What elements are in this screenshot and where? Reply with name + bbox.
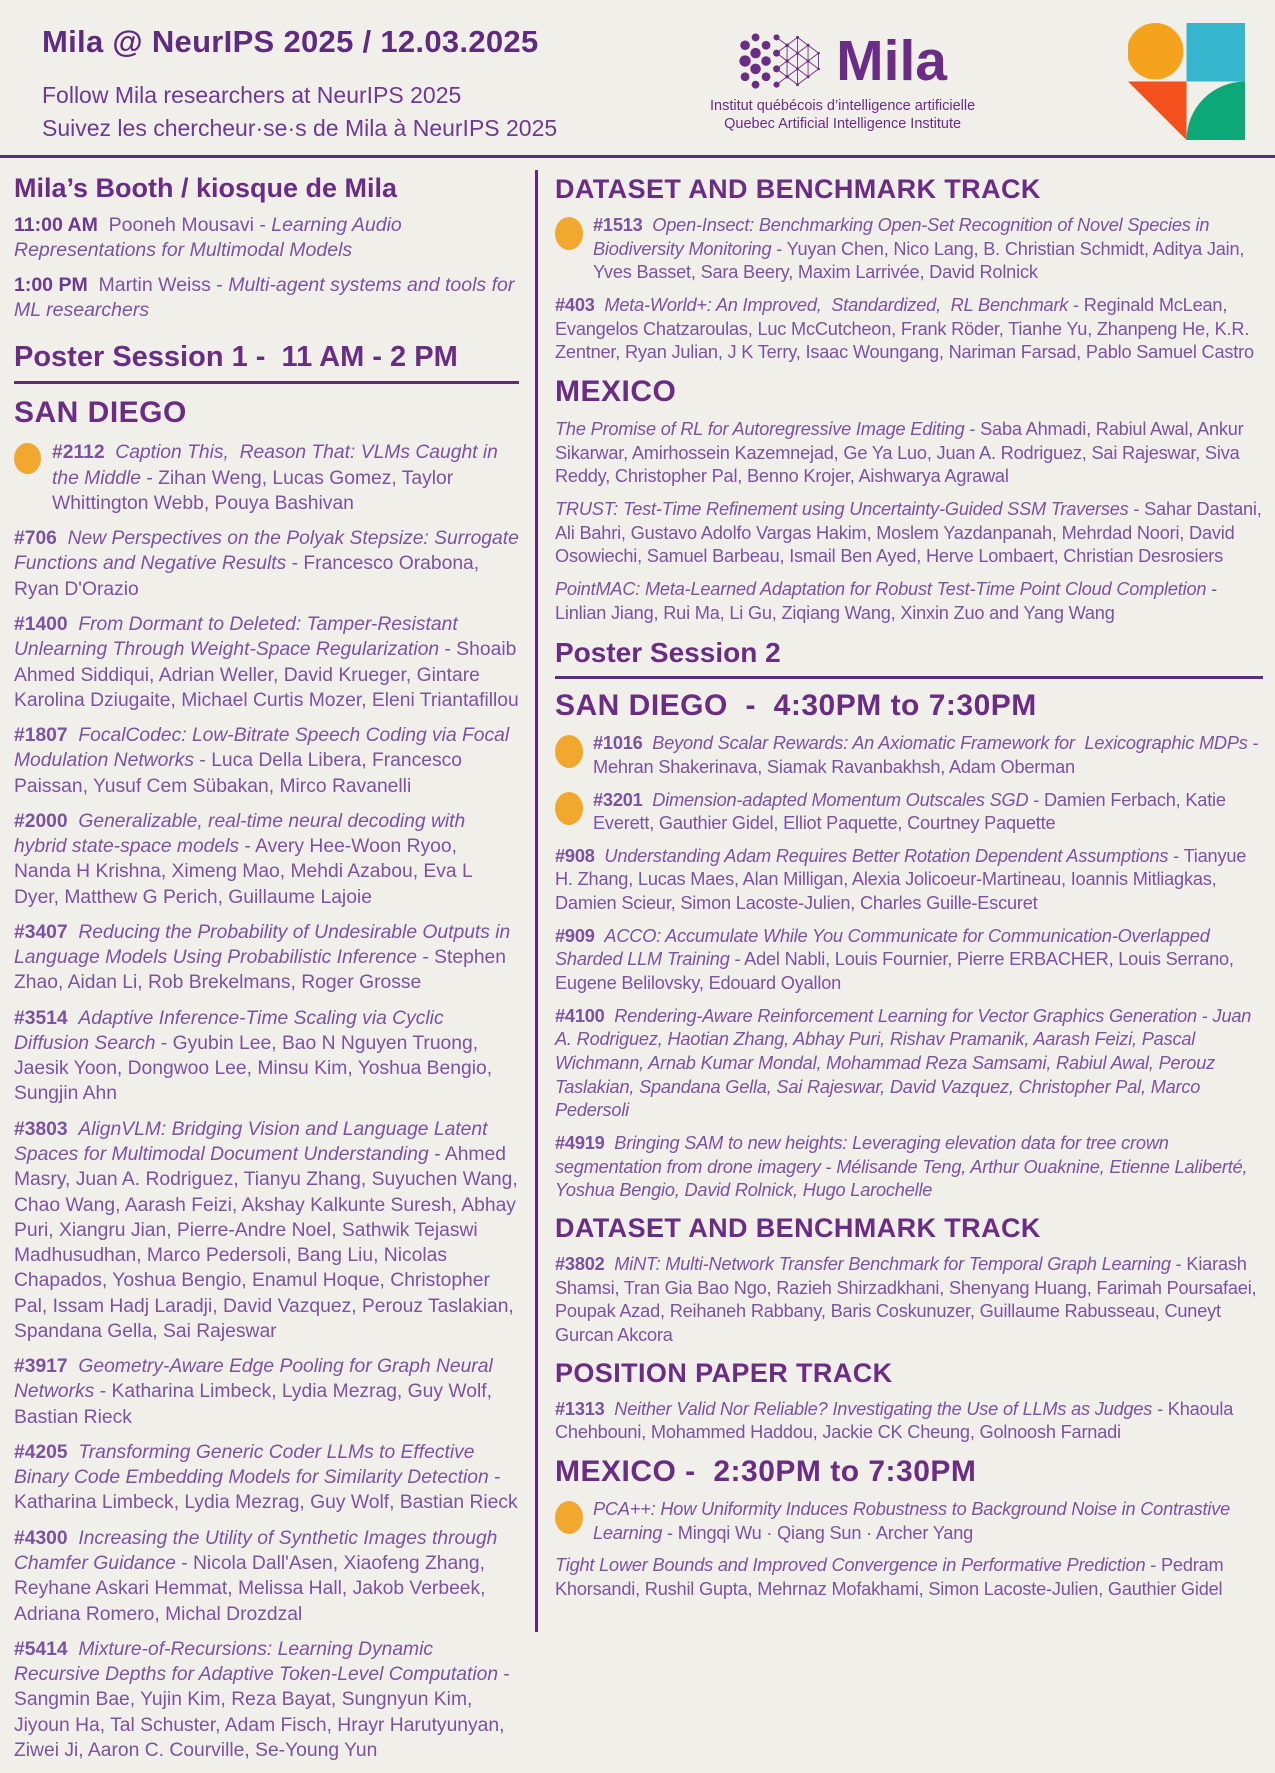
booth-heading: Mila’s Booth / kiosque de Mila: [14, 173, 398, 203]
poster-title: Understanding Adam Requires Better Rotation Dependent Assumptions: [604, 845, 1169, 866]
poster-entry: #706 New Perspectives on the Polyak Stepsize: Surrogate Functions and Negative Results - Francesco Orabona, Ryan D'Orazio: [14, 528, 519, 600]
poster-authors: Juan A. Rodriguez, Haotian Zhang, Abhay Puri, Rishav Pramanik, Aarash Feizi, Pascal Wichmann, Arnab Kumar Mondal, Mohammad Reza Samsami, Rabiul Awal, Perouz Taslakian, Spandana Gella, Sai Rajeswar, David Vazquez, Christopher Pal, Marco Pedersoli: [555, 1005, 1252, 1121]
poster-authors: Avery Hee-Woon Ryoo, Nanda H Krishna, Ximeng Mao, Mehdi Azabou, Eva L Dyer, Matthew G Perich, Guillaume Lajoie: [14, 836, 473, 908]
poster-authors: Francesco Orabona, Ryan D'Orazio: [14, 553, 480, 600]
poster-entry: #5414 Mixture-of-Recursions: Learning Dynamic Recursive Depths for Adaptive Token-Level Computation - Sangmin Bae, Yujin Kim, Reza Bayat, Sungnyun Kim, Jiyoun Ha, Tal Schuster, Adam Fisch, Hrayr Harutyunyan, Ziwei Ji, Aaron C. Courville, Se-Young Yun: [14, 1638, 510, 1761]
poster-authors: Khaoula Chehbouni, Mohammed Haddou, Jackie CK Cheung, Golnoosh Farnadi: [555, 1398, 1234, 1443]
poster-entry: #908 Understanding Adam Requires Better Rotation Dependent Assumptions - Tianyue H. Zhang, Lucas Maes, Alan Milligan, Alexia Jolicoeur-Martineau, Ioannis Mitliagkas, Damien Scieur, Simon Lacoste-Julien, Charles Guille-Escuret: [555, 845, 1247, 914]
page-title: Mila @ NeurIPS 2025 / 12.03.2025: [42, 24, 539, 59]
highlight-dot-icon: [555, 217, 583, 250]
poster-authors: Katharina Limbeck, Lydia Mezrag, Guy Wolf, Bastian Rieck: [14, 1381, 492, 1428]
highlight-dot-icon: [555, 1501, 583, 1534]
poster-entry: PointMAC: Meta-Learned Adaptation for Robust Test-Time Point Cloud Completion - Linlian Jiang, Rui Ma, Li Gu, Ziqiang Wang, Xinxin Zuo and Yang Wang: [555, 578, 1218, 623]
poster-entry: Tight Lower Bounds and Improved Convergence in Performative Prediction - Pedram Khorsandi, Rushil Gupta, Mehrnaz Mofakhami, Simon Lacoste-Julien, Gauthier Gidel: [555, 1555, 1224, 1599]
poster-entry: PCA++: How Uniformity Induces Robustness to Background Noise in Contrastive Learning - Mingqi Wu · Qiang Sun · Archer Yang: [555, 1498, 1263, 1545]
poster-entry: #403 Meta-World+: An Improved, Standardized, RL Benchmark - Reginald McLean, Evangelos Chatzaroulas, Luc McCutcheon, Frank Röder, Tianhe Yu, Zhanpeng He, K.R. Zentner, Ryan Julian, J K Terry, Isaac Woungang, Nariman Farsad, Pablo Samuel Castro: [555, 294, 1254, 363]
poster-authors: Yuyan Chen, Nico Lang, B. Christian Schmidt, Aditya Jain, Yves Basset, Sara Beery, Maxim Larrivée, David Rolnick: [593, 238, 1245, 283]
venue-heading: SAN DIEGO: [14, 396, 187, 430]
poster-authors: Sahar Dastani, Ali Bahri, Gustavo Adolfo Vargas Hakim, Moslem Yazdanpanah, Mehrdad Noori, David Osowiechi, Samuel Barbeau, Ismail Ben Ayed, Herve Lombaert, Christian Desrosiers: [555, 498, 1262, 567]
left-column: [14, 164, 535, 1773]
poster-title: Open-Insect: Benchmarking Open-Set Recognition of Novel Species in Biodiversity Monitoring: [593, 215, 1210, 259]
highlight-dot-icon: [555, 735, 583, 768]
poster-title: Rendering-Aware Reinforcement Learning for Vector Graphics Generation: [614, 1005, 1197, 1026]
poster-entry: #3803 AlignVLM: Bridging Vision and Language Latent Spaces for Multimodal Document Understanding - Ahmed Masry, Juan A. Rodriguez, Tianyu Zhang, Suyuchen Wang, Chao Wang, Aarash Feizi, Akshay Kalkunte Suresh, Abhay Puri, Xiangru Jian, Pierre-Andre Noel, Sathwik Tejaswi Madhusudhan, Marco Pedersoli, Bang Liu, Nicolas Chapados, Yoshua Bengio, Enamul Hoque, Christopher Pal, Issam Hadj Laradji, David Vazquez, Perouz Taslakian, Spandana Gella, Sai Rajeswar: [14, 1118, 518, 1342]
poster-title: AlignVLM: Bridging Vision and Language Latent Spaces for Multimodal Document Understanding: [14, 1118, 488, 1166]
poster-title: Transforming Generic Coder LLMs to Effective Binary Code Embedding Models for Similarity Detection: [14, 1441, 489, 1489]
poster-entry: TRUST: Test-Time Refinement using Uncertainty-Guided SSM Traverses - Sahar Dastani, Ali Bahri, Gustavo Adolfo Vargas Hakim, Moslem Yazdanpanah, Mehrdad Noori, David Osowiechi, Samuel Barbeau, Ismail Ben Ayed, Herve Lombaert, Christian Desrosiers: [555, 498, 1262, 567]
poster-number: #3803: [14, 1118, 68, 1140]
poster-number: #909: [555, 925, 595, 946]
poster-number: #706: [14, 528, 57, 550]
poster-authors: Kiarash Shamsi, Tran Gia Bao Ngo, Razieh Shirzadkhani, Shenyang Huang, Farimah Poursafaei, Poupak Azad, Reihaneh Rabbany, Baris Coskunuzer, Guillaume Rabusseau, Cuneyt Gurcan Akcora: [555, 1254, 1257, 1345]
mila-logo: [710, 18, 975, 134]
event-topic: Learning Audio Representations for Multimodal Models: [14, 214, 402, 262]
event-topic: Multi-agent systems and tools for ML researchers: [14, 273, 515, 322]
highlight-dot-icon: [555, 792, 583, 825]
poster-entry: #1513 Open-Insect: Benchmarking Open-Set Recognition of Novel Species in Biodiversity Monitoring - Yuyan Chen, Nico Lang, B. Christian Schmidt, Aditya Jain, Yves Basset, Sara Beery, Maxim Larrivée, David Rolnick: [555, 214, 1263, 285]
poster-number: #1807: [14, 725, 68, 747]
poster-authors: Linlian Jiang, Rui Ma, Li Gu, Ziqiang Wang, Xinxin Zuo and Yang Wang: [555, 602, 1115, 623]
poster-title: PointMAC: Meta-Learned Adaptation for Robust Test-Time Point Cloud Completion: [555, 578, 1207, 599]
poster-title: MiNT: Multi-Network Transfer Benchmark for Temporal Graph Learning: [614, 1254, 1171, 1274]
mila-tagline-en: Quebec Artificial Intelligence Institute: [724, 116, 962, 132]
venue-heading: MEXICO: [555, 374, 677, 408]
event-time: 1:00 PM: [14, 273, 88, 296]
poster-title: Reducing the Probability of Undesirable Outputs in Language Models Using Probabilistic Inference: [14, 921, 511, 969]
session-heading: Poster Session 1 - 11 AM - 2 PM: [14, 341, 519, 384]
poster-title: Beyond Scalar Rewards: An Axiomatic Framework for Lexicographic MDPs: [652, 733, 1248, 754]
poster-number: #3802: [555, 1254, 605, 1274]
poster-entry: #3407 Reducing the Probability of Undesirable Outputs in Language Models Using Probabilistic Inference - Stephen Zhao, Aidan Li, Rob Brekelmans, Roger Grosse: [14, 921, 511, 994]
poster-title: Caption This, Reason That: VLMs Caught in the Middle: [52, 442, 498, 489]
content-columns: [0, 158, 1275, 1773]
poster-entry: #3514 Adaptive Inference-Time Scaling via Cyclic Diffusion Search - Gyubin Lee, Bao N Nguyen Truong, Jaesik Yoon, Dongwoo Lee, Minsu Kim, Yoshua Bengio, Sungjin Ahn: [14, 1007, 493, 1105]
poster-title: Tight Lower Bounds and Improved Convergence in Performative Prediction: [555, 1555, 1146, 1576]
poster-title: Geometry-Aware Edge Pooling for Graph Neural Networks: [14, 1356, 493, 1403]
poster-authors: Katharina Limbeck, Lydia Mezrag, Guy Wolf, Bastian Rieck: [14, 1492, 518, 1514]
poster-title: Generalizable, real-time neural decoding with hybrid state-space models: [14, 810, 466, 858]
poster-number: #5414: [14, 1638, 68, 1660]
poster-title: ACCO: Accumulate While You Communicate for Communication-Overlapped Sharded LLM Training: [555, 925, 1210, 970]
poster-number: #908: [555, 845, 595, 866]
poster-title: Neither Valid Nor Reliable? Investigating the Use of LLMs as Judges: [614, 1398, 1153, 1419]
poster-authors: Saba Ahmadi, Rabiul Awal, Ankur Sikarwar, Amirhossein Kazemnejad, Ge Ya Luo, Juan A. Rodriguez, Sai Rajeswar, Siva Reddy, Christopher Pal, Benno Krojer, Aishwarya Agrawal: [555, 418, 1244, 487]
header-text: [42, 18, 557, 148]
poster-entry: #4100 Rendering-Aware Reinforcement Learning for Vector Graphics Generation - Juan A. Rodriguez, Haotian Zhang, Abhay Puri, Rishav Pramanik, Aarash Feizi, Pascal Wichmann, Arnab Kumar Mondal, Mohammad Reza Samsami, Rabiul Awal, Perouz Taslakian, Spandana Gella, Sai Rajeswar, David Vazquez, Christopher Pal, Marco Pedersoli: [555, 1005, 1252, 1121]
poster-entry: #1313 Neither Valid Nor Reliable? Investigating the Use of LLMs as Judges - Khaoula Chehbouni, Mohammed Haddou, Jackie CK Cheung, Golnoosh Farnadi: [555, 1398, 1234, 1443]
poster-entry: #2000 Generalizable, real-time neural decoding with hybrid state-space models - Avery Hee-Woon Ryoo, Nanda H Krishna, Ximeng Mao, Mehdi Azabou, Eva L Dyer, Matthew G Perich, Guillaume Lajoie: [14, 810, 473, 908]
event-time: 11:00 AM: [14, 214, 98, 236]
poster-entry: #4300 Increasing the Utility of Synthetic Images through Chamfer Guidance - Nicola Dall'Asen, Xiaofeng Zhang, Reyhane Askari Hemmat, Melissa Hall, Jakob Verbeek, Adriana Romero, Michal Drozdzal: [14, 1527, 498, 1625]
poster-number: #1016: [593, 733, 643, 754]
page-header: [0, 0, 1275, 158]
poster-entry: #1016 Beyond Scalar Rewards: An Axiomatic Framework for Lexicographic MDPs - Mehran Shakerinava, Siamak Ravanbakhsh, Adam Oberman: [555, 732, 1263, 779]
track-heading: DATASET AND BENCHMARK TRACK: [555, 174, 1041, 204]
poster-title: The Promise of RL for Autoregressive Image Editing: [555, 418, 965, 439]
poster-authors: Ahmed Masry, Juan A. Rodriguez, Tianyu Zhang, Suyuchen Wang, Chao Wang, Aarash Feizi, Akshay Kalkunte Suresh, Abhay Puri, Xiangru Jian, Pierre-Andre Noel, Sathwik Tejaswi Madhusudhan, Marco Pedersoli, Bang Liu, Nicolas Chapados, Yoshua Bengio, Enamul Hoque, Christopher Pal, Issam Hadj Laradji, David Vazquez, Perouz Taslakian, Spandana Gella, Sai Rajeswar: [14, 1144, 518, 1342]
poster-authors: Shoaib Ahmed Siddiqui, Adrian Weller, David Krueger, Gintare Karolina Dziugaite, Michael Curtis Mozer, Eleni Triantafillou: [14, 639, 519, 711]
poster-title: From Dormant to Deleted: Tamper-Resistant Unlearning Through Weight-Space Regularization: [14, 613, 458, 661]
poster-number: #2000: [14, 810, 68, 832]
poster-title: Increasing the Utility of Synthetic Images through Chamfer Guidance: [14, 1527, 498, 1574]
poster-entry: #3201 Dimension-adapted Momentum Outscales SGD - Damien Ferbach, Katie Everett, Gauthier Gidel, Elliot Paquette, Courtney Paquette: [555, 789, 1263, 836]
subtitle-fr: Suivez les chercheur·se·s de Mila à NeurIPS 2025: [42, 115, 558, 141]
poster-number: #3514: [14, 1007, 68, 1029]
poster-authors: Tianyue H. Zhang, Lucas Maes, Alan Milligan, Alexia Jolicoeur-Martineau, Ioannis Mitliagkas, Damien Scieur, Simon Lacoste-Julien, Charles Guille-Escuret: [555, 845, 1247, 914]
mila-wordmark: Mila: [836, 28, 948, 93]
track-heading: DATASET AND BENCHMARK TRACK: [555, 1213, 1041, 1243]
highlight-dot-icon: [14, 443, 41, 474]
poster-authors: Luca Della Libera, Francesco Paissan, Yusuf Cem Sübakan, Mirco Ravanelli: [14, 750, 462, 797]
poster-entry: #4205 Transforming Generic Coder LLMs to Effective Binary Code Embedding Models for Similarity Detection - Katharina Limbeck, Lydia Mezrag, Guy Wolf, Bastian Rieck: [14, 1441, 518, 1514]
poster-entry: #3917 Geometry-Aware Edge Pooling for Graph Neural Networks - Katharina Limbeck, Lydia Mezrag, Guy Wolf, Bastian Rieck: [14, 1356, 493, 1428]
poster-entry: #1400 From Dormant to Deleted: Tamper-Resistant Unlearning Through Weight-Space Regularization - Shoaib Ahmed Siddiqui, Adrian Weller, David Krueger, Gintare Karolina Dziugaite, Michael Curtis Mozer, Eleni Triantafillou: [14, 613, 519, 711]
poster-number: #3201: [593, 789, 643, 810]
poster-entry: #4919 Bringing SAM to new heights: Leveraging elevation data for tree crown segmentation from drone imagery - Mélisande Teng, Arthur Ouaknine, Etienne Laliberté, Yoshua Bengio, David Rolnick, Hugo Larochelle: [555, 1133, 1248, 1201]
track-heading: POSITION PAPER TRACK: [555, 1357, 893, 1388]
poster-entry: #909 ACCO: Accumulate While You Communicate for Communication-Overlapped Sharded LLM Training - Adel Nabli, Louis Fournier, Pierre ERBACHER, Louis Serrano, Eugene Belilovsky, Edouard Oyallon: [555, 925, 1234, 994]
poster-number: #4100: [555, 1005, 605, 1026]
poster-title: Meta-World+: An Improved, Standardized, RL Benchmark: [604, 294, 1069, 315]
poster-authors: Stephen Zhao, Aidan Li, Rob Brekelmans, Roger Grosse: [14, 947, 506, 994]
poster-number: #3917: [14, 1356, 68, 1378]
mila-tagline-fr: Institut québécois d’intelligence artificielle: [710, 98, 976, 114]
poster-number: #4919: [555, 1133, 605, 1154]
poster-number: #1513: [593, 215, 643, 235]
session-heading: Poster Session 2: [555, 637, 1263, 679]
poster-authors: Zihan Weng, Lucas Gomez, Taylor Whittington Webb, Pouya Bashivan: [52, 467, 454, 514]
mila-dots-logo-icon: [738, 26, 830, 96]
poster-entry: #2112 Caption This, Reason That: VLMs Caught in the Middle - Zihan Weng, Lucas Gomez, Taylor Whittington Webb, Pouya Bashivan: [14, 440, 519, 516]
poster-authors: Adel Nabli, Louis Fournier, Pierre ERBACHER, Louis Serrano, Eugene Belilovsky, Edouard Oyallon: [555, 949, 1234, 994]
poster-title: Bringing SAM to new heights: Leveraging elevation data for tree crown segmentation from drone imagery: [555, 1133, 1169, 1177]
poster-authors: Damien Ferbach, Katie Everett, Gauthier Gidel, Elliot Paquette, Courtney Paquette: [593, 789, 1226, 834]
poster-authors: Pedram Khorsandi, Rushil Gupta, Mehrnaz Mofakhami, Simon Lacoste-Julien, Gauthier Gidel: [555, 1555, 1224, 1599]
poster-title: TRUST: Test-Time Refinement using Uncertainty-Guided SSM Traverses: [555, 498, 1129, 519]
poster-title: New Perspectives on the Polyak Stepsize: Surrogate Functions and Negative Results: [14, 528, 519, 575]
booth-event: 1:00 PM Martin Weiss - Multi-agent systems and tools for ML researchers: [14, 273, 515, 322]
poster-title: Mixture-of-Recursions: Learning Dynamic Recursive Depths for Adaptive Token-Level Computation: [14, 1638, 499, 1686]
poster-number: #3407: [14, 921, 68, 943]
subtitle-en: Follow Mila researchers at NeurIPS 2025: [42, 82, 462, 108]
poster-authors: Reginald McLean, Evangelos Chatzaroulas, Luc McCutcheon, Frank Röder, Tianhe Yu, Zhanpeng He, K.R. Zentner, Ryan Julian, J K Terry, Isaac Woungang, Nariman Farsad, Pablo Samuel Castro: [555, 294, 1254, 363]
poster-title: Adaptive Inference-Time Scaling via Cyclic Diffusion Search: [14, 1007, 444, 1054]
poster-entry: The Promise of RL for Autoregressive Image Editing - Saba Ahmadi, Rabiul Awal, Ankur Sikarwar, Amirhossein Kazemnejad, Ge Ya Luo, Juan A. Rodriguez, Sai Rajeswar, Siva Reddy, Christopher Pal, Benno Krojer, Aishwarya Agrawal: [555, 418, 1244, 487]
poster-number: #403: [555, 294, 595, 315]
venue-heading: MEXICO - 2:30PM to 7:30PM: [555, 1454, 977, 1488]
poster-authors: Mehran Shakerinava, Siamak Ravanbakhsh, Adam Oberman: [593, 756, 1075, 777]
poster-number: #4205: [14, 1441, 68, 1463]
poster-authors: Nicola Dall'Asen, Xiaofeng Zhang, Reyhane Askari Hemmat, Melissa Hall, Jakob Verbeek, Adriana Romero, Michal Drozdzal: [14, 1553, 486, 1625]
poster-authors: Sangmin Bae, Yujin Kim, Reza Bayat, Sungnyun Kim, Jiyoun Ha, Tal Schuster, Adam Fisch, Hrayr Harutyunyan, Ziwei Ji, Aaron C. Courville, Se-Young Yun: [14, 1689, 505, 1761]
event-speaker: Pooneh Mousavi: [108, 214, 254, 236]
poster-number: #2112: [52, 442, 105, 464]
geometric-shapes-logo-icon: [1128, 23, 1245, 140]
poster-title: Dimension-adapted Momentum Outscales SGD: [652, 789, 1029, 810]
poster-entry: #3802 MiNT: Multi-Network Transfer Benchmark for Temporal Graph Learning - Kiarash Shamsi, Tran Gia Bao Ngo, Razieh Shirzadkhani, Shenyang Huang, Farimah Poursafaei, Poupak Azad, Reihaneh Rabbany, Baris Coskunuzer, Guillaume Rabusseau, Cuneyt Gurcan Akcora: [555, 1254, 1257, 1345]
event-speaker: Martin Weiss: [98, 273, 211, 296]
poster-title: PCA++: How Uniformity Induces Robustness to Background Noise in Contrastive Learning: [593, 1498, 1231, 1543]
poster-authors: Mingqi Wu · Qiang Sun · Archer Yang: [677, 1522, 974, 1543]
poster-authors: Mélisande Teng, Arthur Ouaknine, Etienne Laliberté, Yoshua Bengio, David Rolnick, Hugo Larochelle: [555, 1156, 1248, 1201]
right-column: [538, 164, 1263, 1773]
poster-number: #1313: [555, 1398, 605, 1419]
poster-entry: #1807 FocalCodec: Low-Bitrate Speech Coding via Focal Modulation Networks - Luca Della Libera, Francesco Paissan, Yusuf Cem Sübakan, Mirco Ravanelli: [14, 725, 510, 797]
poster-title: FocalCodec: Low-Bitrate Speech Coding via Focal Modulation Networks: [14, 725, 510, 772]
poster-authors: Gyubin Lee, Bao N Nguyen Truong, Jaesik Yoon, Dongwoo Lee, Minsu Kim, Yoshua Bengio, Sungjin Ahn: [14, 1032, 493, 1105]
poster-number: #4300: [14, 1527, 68, 1549]
venue-heading: SAN DIEGO - 4:30PM to 7:30PM: [555, 689, 1037, 723]
booth-event: 11:00 AM Pooneh Mousavi - Learning Audio Representations for Multimodal Models: [14, 214, 402, 262]
poster-number: #1400: [14, 613, 68, 635]
